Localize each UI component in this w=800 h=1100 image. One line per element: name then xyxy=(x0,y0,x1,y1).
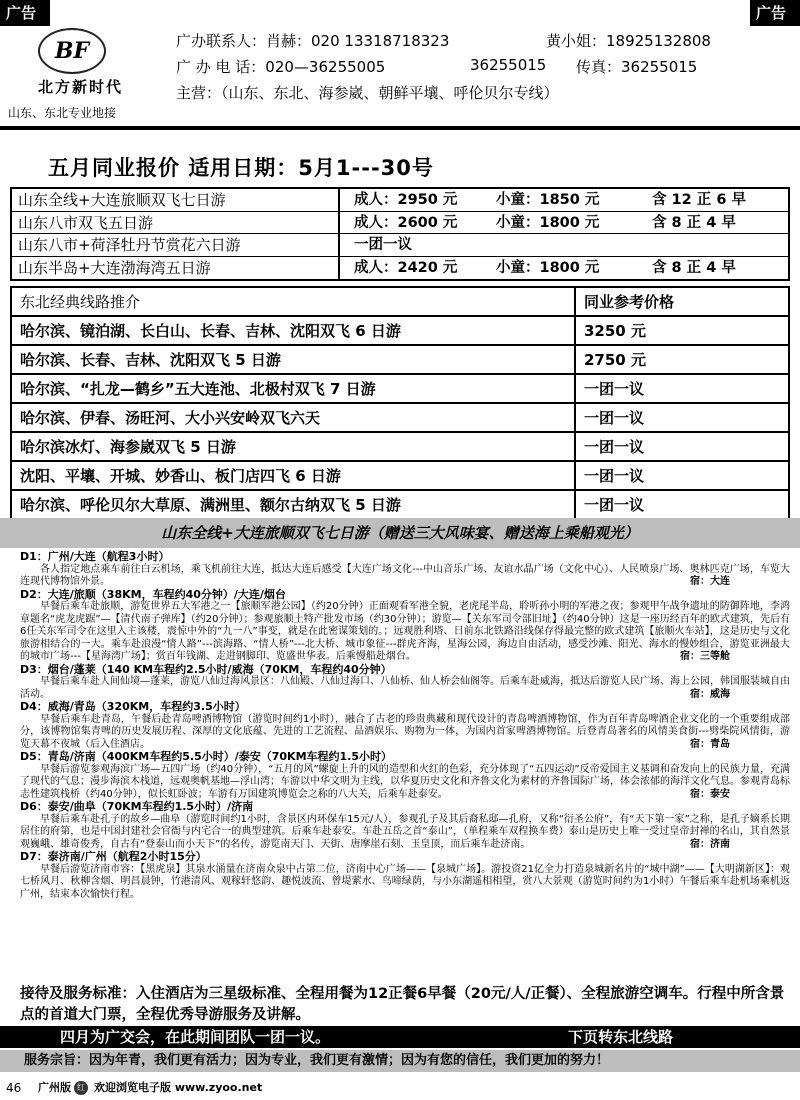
adult-price: 成人：2420 元 xyxy=(354,259,458,276)
day-body: 早餐后游览济南市容：【黑虎泉】其泉水涌量在济南众泉中占第二位，济南中心广场——【泉城广场】。游投资21亿全力打造泉城新名片的“城中湖”——【大明湖新区】：观七桥风月、秋柳含烟、明昌晨钟，竹港清风、观稼轩悠韵、趣悦波流、曾堤萦水、鸟啼绿荫，与小东湖遥相相望，赏八大景观（游览时间约为1小时）午餐后乘车赴机场乘机返广州，结束本次愉快行程。 xyxy=(20,863,790,900)
quote-title: 五月同业报价 适用日期：5月1---30号 xyxy=(48,156,434,180)
route-name: 山东八市+荷泽牡丹节赏花六日游 xyxy=(12,234,340,256)
route-name: 山东半岛+大连渤海湾五日游 xyxy=(12,257,340,280)
notice-bar xyxy=(0,1026,800,1048)
route-price xyxy=(340,234,788,256)
edition-label: 广州版 xyxy=(38,1081,71,1094)
meals: 含 8 正 4 早 xyxy=(652,214,736,231)
header-route: 东北经典线路推介 xyxy=(12,288,576,315)
route-name: 山东八市双飞五日游 xyxy=(12,212,340,234)
table-row xyxy=(12,212,788,235)
table-row xyxy=(12,234,788,257)
itinerary-day xyxy=(20,551,790,589)
office-phone: 广 办 电 话：020—36255005 xyxy=(176,58,386,76)
footer xyxy=(0,1076,800,1100)
itinerary-day xyxy=(20,664,790,702)
day-body: 早餐后乘车赴人间仙境—蓬莱，游览八仙过海风景区：八仙殿、八仙过海口、八仙桥、仙人桥会仙阁等。后乘车赴威海，抵达后游览人民广场、海上公园，韩国服装城自由活动。 宿：威海 xyxy=(20,676,790,700)
child-price: 小童：1800 元 xyxy=(496,214,600,231)
table-row xyxy=(12,375,788,404)
day-heading: D1：广州/大连（航程3小时） xyxy=(20,550,170,563)
ad-label-left: 广告 xyxy=(0,0,50,26)
route-price: 一团一议 xyxy=(584,496,645,514)
day-stay: 宿：大连 xyxy=(690,576,730,587)
table-row xyxy=(12,257,788,280)
service-motto: 服务宗旨：因为年青，我们更有活力；因为专业，我们更有激情；因为有您的信任，我们更加的努力！ xyxy=(0,1050,800,1072)
service-standard: 接待及服务标准：入住酒店为三星级标准、全程用餐为12正餐6早餐（20元/人/正餐）、全程旅游空调车。行程中所含景点的首道大门票，全程优秀导游服务及讲解。 xyxy=(20,986,785,1023)
route-price: 一团一议 xyxy=(584,467,645,485)
itinerary-day xyxy=(20,801,790,851)
route-price xyxy=(340,212,788,234)
table-row xyxy=(12,404,788,433)
meals: 含 8 正 4 早 xyxy=(652,259,736,276)
brand-icon: 红 xyxy=(74,1081,88,1095)
header xyxy=(0,26,800,126)
day-stay: 宿：威海 xyxy=(690,688,730,700)
itinerary-day xyxy=(20,751,790,801)
company-name: 北方新时代 xyxy=(38,78,124,96)
table-row xyxy=(12,346,788,375)
route-name: 山东全线+大连旅顺双飞七日游 xyxy=(12,189,340,211)
ad-label-right: 广告 xyxy=(750,0,800,26)
route-name: 哈尔滨、伊春、汤旺河、大小兴安岭双飞六天 xyxy=(12,404,576,431)
day-body: 各人指定地点乘车前往白云机场，乘飞机前往大连，抵达大连后感受【大连广场文化---中山音乐广场、友谊水晶广场（文化中心）、人民喷泉广场、奥林匹克广场，车览大连现代博物馆外景。 宿：大连 xyxy=(20,563,790,587)
route-price xyxy=(340,257,788,280)
office-phone-2: 36255015 xyxy=(470,56,547,74)
day-heading: D6：泰安/曲阜（70KM车程约1.5小时）/济南 xyxy=(20,800,254,813)
meals: 含 12 正 6 早 xyxy=(652,192,746,208)
day-stay: 宿：济南 xyxy=(690,838,730,850)
main-business: 主营：（山东、东北、海参崴、朝鲜平壤、呼伦贝尔专线） xyxy=(176,84,559,102)
itinerary xyxy=(20,551,790,901)
route-price: 2750 元 xyxy=(584,351,646,369)
route-name: 哈尔滨、长春、吉林、沈阳双飞 5 日游 xyxy=(12,346,576,373)
route-name: 哈尔滨、镜泊湖、长白山、长春、吉林、沈阳双飞 6 日游 xyxy=(12,317,576,344)
route-name: 沈阳、平壤、开城、妙香山、板门店四飞 6 日游 xyxy=(12,462,576,489)
route-name: 哈尔滨冰灯、海参崴双飞 5 日游 xyxy=(12,433,576,460)
notice-left: 四月为广交会，在此期间团队一团一议。 xyxy=(60,1028,331,1046)
day-heading: D5：青岛/济南（400KM车程约5.5小时）/泰安（70KM车程约1.5小时） xyxy=(20,750,393,763)
route-price xyxy=(340,189,788,211)
day-body: 早餐后乘车赴青岛，午餐后赴青岛啤酒博物馆（游览时间约1小时），融合了古老的珍贵典藏和现代设计的青岛啤酒博物馆，作为百年青岛啤酒企业文化的一个重要组成部分，该博物馆集青啤的历史发展历程、深厚的文化底蕴、先进的工艺流程、品酒娱乐、购物为一体，为国内首家啤酒博物馆。后登青岛著名的风情美食街---劈柴院风情街，游览天幕不夜城（后入住酒店。 宿：青岛 xyxy=(20,713,790,750)
itinerary-day xyxy=(20,589,790,664)
day-body: 早餐后乘车赴孔子的故乡—曲阜（游览时间约1小时，含景区内环保车15元/人），参观孔子及其后裔私邸—孔府，又称“衍圣公府”，有“天下第一家”之称，是孔子嫡系长期居住的府第，也是中国封建社会官衙与内宅合一的典型建筑。后乘车赴泰安。车赴五岳之首“泰山”，（单程乘车双程换车费）泰山是历史上唯一受过皇帝封禅的名山，其自然景观巍峨、雄奇俊秀，自古有“登泰山而小天下”的名传，游览南天门、天街、唐摩崖石刻、玉皇顶，而后乘车赴济南。 宿：济南 xyxy=(20,813,790,850)
contact-line-1 xyxy=(176,30,711,51)
table-row xyxy=(12,491,788,520)
table-header xyxy=(12,288,788,317)
day-heading: D4：威海/青岛（320KM，车程约3.5小时） xyxy=(20,700,246,713)
table-row xyxy=(12,317,788,346)
itinerary-banner: 山东全线+大连旅顺双飞七日游（赠送三大风味宴、赠送海上乘船观光） xyxy=(0,518,800,548)
contact-person: 广办联系人：肖赫：020 13318718323 xyxy=(176,32,450,50)
bf-logo-icon: BF xyxy=(38,28,106,74)
table-row xyxy=(12,189,788,212)
day-stay: 宿：青岛 xyxy=(690,738,730,750)
website-link[interactable]: 欢迎浏览电子版 www.zyoo.net xyxy=(94,1081,263,1094)
route-price: 一团一议 xyxy=(584,409,645,427)
itinerary-day xyxy=(20,701,790,751)
itinerary-day xyxy=(20,851,790,901)
day-heading: D2：大连/旅顺（38KM，车程约40分钟）/大连/烟台 xyxy=(20,587,286,601)
shandong-price-table xyxy=(10,187,790,281)
day-body: 早餐后游览参观海滨广场—五四广场（约40分钟），“五月的风”螺旋上升的风的造型和火红的色彩，充分体现了“五四运动”反帝爱国主义基调和奋发向上的民族力量，充满了现代的气息；漫步海滨木栈道，远观奥帆基地—浮山湾；车游以中华文明为主线，以华夏历史文化和齐鲁文化为素材的齐鲁国际广场，体会浓郁的海洋文化气息。参观青岛标志性建筑栈桥（约40分钟），似长虹卧波；车游有万国建筑博览会之称的八大关，后乘车赴泰安。 宿：泰安 xyxy=(20,763,790,800)
route-name: 哈尔滨、“扎龙—鹤乡”五大连池、北极村双飞 7 日游 xyxy=(12,375,576,402)
table-row xyxy=(12,462,788,491)
fax: 传真：36255015 xyxy=(576,58,698,76)
route-price: 一团一议 xyxy=(584,380,645,398)
child-price: 小童：1800 元 xyxy=(496,259,600,276)
contact-person-2: 黄小姐：18925132808 xyxy=(546,32,711,50)
header-divider xyxy=(0,126,800,130)
day-stay: 宿：三等舱 xyxy=(680,651,730,662)
route-price: 一团一议 xyxy=(584,438,645,456)
route-name: 哈尔滨、呼伦贝尔大草原、满洲里、额尔古纳双飞 5 日游 xyxy=(12,491,576,520)
day-stay: 宿：泰安 xyxy=(690,788,730,800)
contact-line-2 xyxy=(176,56,698,77)
notice-right: 下页转东北线路 xyxy=(568,1028,674,1046)
company-tagline: 山东、东北专业地接 xyxy=(8,106,117,120)
page-number: 46 xyxy=(6,1081,22,1095)
child-price: 小童：1850 元 xyxy=(496,192,600,208)
day-heading: D7：泰济南/广州（航程2小时15分） xyxy=(20,850,207,863)
adult-price: 成人：2950 元 xyxy=(354,192,458,208)
adult-price: 成人：2600 元 xyxy=(354,214,458,231)
header-price: 同业参考价格 xyxy=(584,293,675,311)
day-body: 早餐后乘车赴旅顺，游览世界五大军港之一【旅顺军港公园】（约20分钟）正面观看军港全貌，老虎尾半岛，聆听孙小明的军港之夜；参观甲午战争遗址的防御阵地，李鸿章题名“虎龙虎踞”—【清代南子弹库】（约20分钟）；参观旅顺土特产批发市场（约30分钟）；游览—【关东军司令部旧址】（约40分钟）这是一座历经百年的欧式建筑，先后有6任关东军司令在这里入主该楼，震惊中外的“九一八”事变，就是在此密谋策划的。；远观胜利塔、日前东北铁路沿线保存得最完整的欧式建筑【旅顺火车站】，这是历史与文化旅游相结合的一大。乘车赴浪漫“情人路”---滨海路、“情人桥”---北大桥、城市象征---群虎齐海，星海公园，海边自由活动，感受沙滩、阳光、海水的慢妙组合，游览亚洲最大的城市广场---【星海湾广场】；赏百年钱湖、走进钢脚印、览盛世华表。后乘慢船赴烟台。 宿：三等舱 xyxy=(20,601,790,662)
adult-price: 一团一议 xyxy=(354,237,412,253)
northeast-route-table xyxy=(10,286,790,522)
route-price: 3250 元 xyxy=(584,322,646,340)
table-row xyxy=(12,433,788,462)
day-heading: D3：烟台/蓬莱（140 KM车程约2.5小时/威海（70KM，车程约40分钟） xyxy=(20,662,392,676)
